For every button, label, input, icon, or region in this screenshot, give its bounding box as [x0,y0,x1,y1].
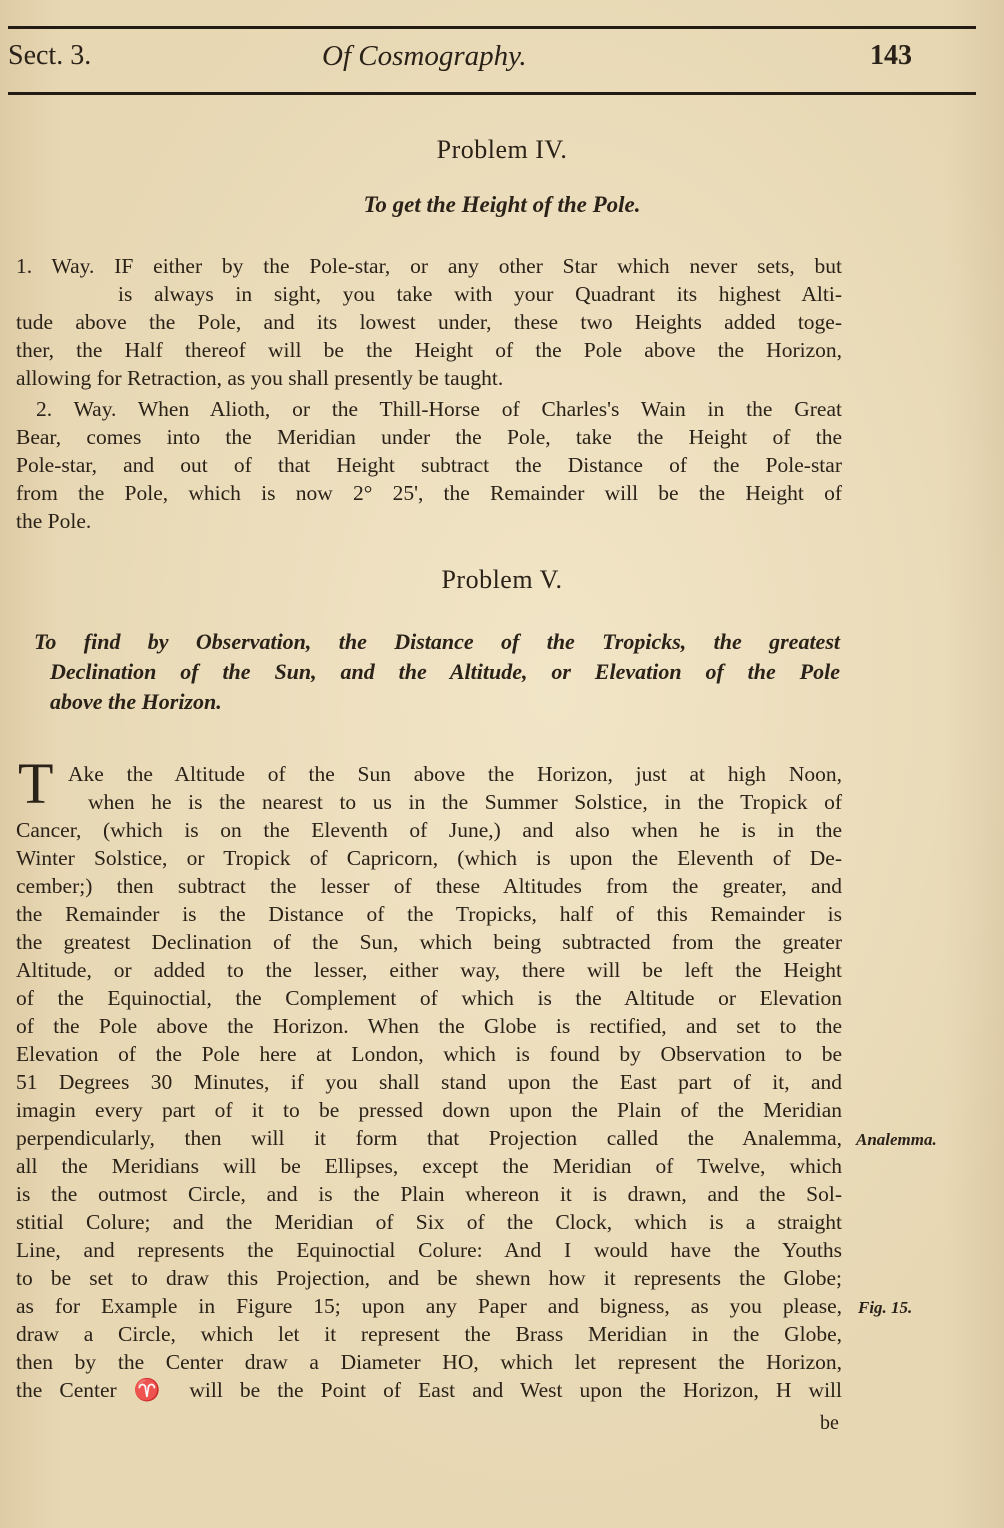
p5-line: cember;) then subtract the lesser of these Altitudes from the greater, and [16,874,842,898]
p5-line: of the Pole above the Horizon. When the Globe is rectified, and set to the [16,1014,842,1038]
p5-line: to be set to draw this Projection, and be shewn how it represents the Globe; [16,1266,842,1290]
p5-line: the greatest Declination of the Sun, which being subtracted from the greater [16,930,842,954]
page-number: 143 [870,40,912,71]
p4-line: tude above the Pole, and its lowest under, these two Heights added toge- [16,310,842,334]
p4-line: Bear, comes into the Meridian under the Pole, take the Height of the [16,425,842,449]
problem-4-subtitle: To get the Height of the Pole. [363,192,641,217]
p4-line: 2. Way. When Alioth, or the Thill-Horse of Charles's Wain in the Great [36,397,842,421]
p4-line: Pole-star, and out of that Height subtract the Distance of the Pole-star [16,453,842,477]
header-bottom-rule [8,92,976,95]
p5-line: 51 Degrees 30 Minutes, if you shall stand upon the East part of it, and [16,1070,842,1094]
p5-line: draw a Circle, which let it represent the Brass Meridian in the Globe, [16,1322,842,1346]
p5-line: perpendicularly, then will it form that Projection called the Analemma, [16,1126,842,1150]
drop-cap: T [18,751,54,816]
p4-line: 1. Way. IF either by the Pole-star, or any other Star which never sets, but [16,254,842,278]
p5-line: the Center ♈ will be the Point of East and West upon the Horizon, H will [16,1378,842,1402]
p5-line: as for Example in Figure 15; upon any Paper and bigness, as you please, [16,1294,842,1318]
p5-line: Ake the Altitude of the Sun above the Horizon, just at high Noon, [68,762,842,786]
p4-line: ther, the Half thereof will be the Height of the Pole above the Horizon, [16,338,842,362]
p5-line: of the Equinoctial, the Complement of which is the Altitude or Elevation [16,986,842,1010]
p5-line: Line, and represents the Equinoctial Colure: And I would have the Youths [16,1238,842,1262]
catchword: be [820,1412,839,1434]
problem-5-heading: Problem V. [441,565,563,594]
problem-4-heading: Problem IV. [436,135,568,164]
p4-line: the Pole. [16,509,92,533]
p5-line: Cancer, (which is on the Eleventh of June,) and also when he is in the [16,818,842,842]
p5-line: all the Meridians will be Ellipses, except the Meridian of Twelve, which [16,1154,842,1178]
p5-line: Altitude, or added to the lesser, either way, there will be left the Height [16,958,842,982]
p5-line: when he is the nearest to us in the Summer Solstice, in the Tropick of [88,790,842,814]
margin-note-analemma: Analemma. [856,1130,937,1149]
p4-line: allowing for Retraction, as you shall presently be taught. [16,366,504,390]
p5-line: Elevation of the Pole here at London, which is found by Observation to be [16,1042,842,1066]
p4-line: is always in sight, you take with your Quadrant its highest Alti- [118,282,842,306]
margin-note-figure: Fig. 15. [858,1298,913,1317]
p5-subtitle-line: Declination of the Sun, and the Altitude, or Elevation of the Pole [50,659,840,684]
running-head-title: Of Cosmography. [322,40,527,72]
p5-line: stitial Colure; and the Meridian of Six of the Clock, which is a straight [16,1210,842,1234]
p5-line: imagin every part of it to be pressed down upon the Plain of the Meridian [16,1098,842,1122]
p5-subtitle-line: To find by Observation, the Distance of the Tropicks, the greatest [34,629,840,654]
header-top-rule [8,26,976,29]
p5-line: then by the Center draw a Diameter HO, which let represent the Horizon, [16,1350,842,1374]
p5-subtitle-line: above the Horizon. [50,689,222,714]
running-head-section: Sect. 3. [8,40,92,71]
p4-line: from the Pole, which is now 2° 25', the Remainder will be the Height of [16,481,842,505]
p5-line: is the outmost Circle, and is the Plain whereon it is drawn, and the Sol- [16,1182,842,1206]
p5-line: Winter Solstice, or Tropick of Capricorn, (which is upon the Eleventh of De- [16,846,842,870]
p5-line: the Remainder is the Distance of the Tropicks, half of this Remainder is [16,902,842,926]
